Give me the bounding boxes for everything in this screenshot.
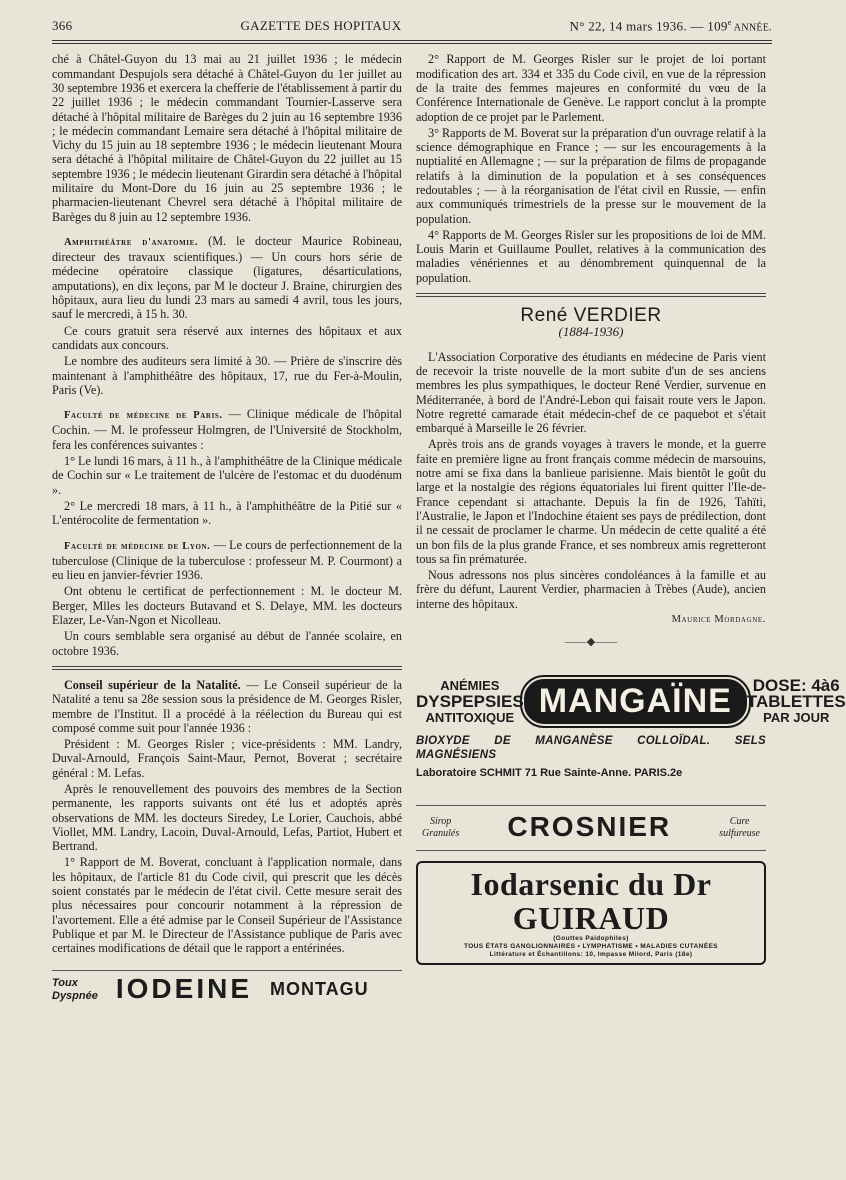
header-rule <box>52 40 772 44</box>
running-head <box>52 18 772 34</box>
journal-title: GAZETTE DES HOPITAUX <box>240 18 402 34</box>
paragraph-rapport-2: 2° Rapport de M. Georges Risler sur le projet de loi portant modification des art. 334 et 335 du Code civil, en vue de la répression de la traite des femmes majeures en conformité du vœu de la Conférence Internationale de Genève. Le rapport conclut à la prompte adoption de ce projet par le Parlement. <box>416 52 766 124</box>
section-head-lyon: Faculté de médecine de Lyon. <box>64 540 211 552</box>
ad-mangaine-dosage: DOSE: 4à6 TABLETTES PAR JOUR <box>746 675 846 725</box>
paragraph-amphitheatre: Amphithéâtre d'anatomie. (M. le docteur Maurice Robineau, directeur des travaux scientifiques.) — Un cours hors série de médecine opératoire classique (ligatures, désarticulations, amputations), en dix leçons, par M le docteur J. Braine, chirurgien des hôpitaux, aura lieu du lundi 23 mars au samedi 4 avril, tous les jours, sauf le mercredi, à 15 h. 30. <box>52 233 402 322</box>
paragraph-natalite-3: Après le renouvellement des pouvoirs des membres de la Section permanente, les rapports suivants ont été lus et adoptés après observations de MM. les docteurs Siredey, Le Lorier, Cauchois, abbé Viollet, MM. Landry, Lacoin, Duval-Arnould, Lefas, Partiot, Hubert et Bertrand. <box>52 781 402 854</box>
ad-iodarsenic-sub3: Littérature et Échantillons: 10, Impasse Milord, Paris (18e) <box>489 950 693 958</box>
paragraph-amph-3: Le nombre des auditeurs sera limité à 30. — Prière de s'inscrire dès maintenant à l'amphithéâtre des hôpitaux, 17, rue du Fer-à-Moulin, Paris (Ve). <box>52 354 402 397</box>
paragraph-paris-3: 2° Le mercredi 18 mars, à 11 h., à l'amphithéâtre de la Pitié sur « L'entérocolite de fermentation ». <box>52 498 402 528</box>
paragraph-rapport-3: 3° Rapports de M. Boverat sur la préparation d'un ouvrage relatif à la science démographique en France ; — sur les encouragements à la nuptialité en Allemagne ; — sur la préparation de films de propagande relatifs à la diminution de la population et à ses conséquences redoutables ; — à la réorganisation de l'état civil en Russie, — enfin aux communiqués trimestriels de la presse sur le mouvement de la population. <box>416 125 766 226</box>
ad-iodeine-maker: MONTAGU <box>270 979 369 1000</box>
ad-crosnier-forms: Sirop Granulés <box>422 815 460 839</box>
ad-iodarsenic <box>416 861 766 965</box>
paragraph-paris-2: 1° Le lundi 16 mars, à 11 h., à l'amphithéâtre de la Clinique médicale de Cochin sur « Le traitement de l'ulcère de l'estomac et du duodénum ». <box>52 454 402 497</box>
ad-crosnier-brand: CROSNIER <box>507 811 672 843</box>
issue-info: N° 22, 14 mars 1936. — 109e ANNÉE. <box>569 18 772 34</box>
paragraph-natalite: Conseil supérieur de la Natalité. — Le Conseil supérieur de la Natalité a tenu sa 28e session sous la présidence de M. Georges Risler, membre de l'Institut. Il a procédé à la réélection du Bureau qui est composé comme suit pour l'année 1936 : <box>52 677 402 735</box>
ad-iodarsenic-sub2: TOUS ÉTATS GANGLIONNAIRES • LYMPHATISME • MALADIES CUTANÉES <box>463 942 719 950</box>
paragraph-faculte-paris: Faculté de médecine de Paris. — Clinique médicale de l'hôpital Cochin. — M. le professeur Holmgren, de l'Université de Stockholm, fera les conférences suivantes : <box>52 407 403 452</box>
obituary-signature: Maurice Mordagne. <box>671 614 766 626</box>
ad-mangaine-logo: MANGAÏNE <box>524 679 747 723</box>
ornament-divider: ——◆—— <box>564 636 618 649</box>
paragraph-faculte-lyon: Faculté de médecine de Lyon. — Le cours de perfectionnement de la tuberculose (Clinique de la tuberculose : professeur M. P. Courmont) a eu lieu en janvier-février 1936. <box>52 537 402 583</box>
obituary-paragraph-2: Après trois ans de grands voyages à travers le monde, et la guerre faite en première ligne au front français comme médecin de marsouins, notre ami se fixa dans la banlieue parisienne. Mais bientôt le goût du large et la nostalgie des régions équatoriales lui firent quitter l'Ile-de-France cependant si attachante. Depuis la fin de 1926, Tahïti, l'Australie, le Japon et l'Indochine étaient ses pays de prédilection, dont il ne cessait de proclamer le charme. Un médecin de cette qualité a été un bon fils de la plus grande France, et ses nombreux amis regretteront tous sa fin prématurée. <box>416 437 766 566</box>
section-head-amphitheatre: Amphithéâtre d'anatomie. <box>64 236 199 248</box>
ad-crosnier-cure: Cure sulfureuse <box>719 815 760 839</box>
right-column <box>416 52 846 1002</box>
obituary-paragraph-3: Nous adressons nos plus sincères condoléances à la famille et au frère du défunt, Laurent Verdier, pharmacien à Trèbes (Aude), ancien interne des hôpitaux. <box>416 568 766 611</box>
ad-mangaine-composition: BIOXYDE DE MANGANÈSE COLLOÏDAL. SELS MAGNÉSIENS <box>416 734 766 761</box>
paragraph-military-postings: ché à Châtel-Guyon du 13 mai au 21 juillet 1936 ; le médecin commandant Despujols sera détaché à Châtel-Guyon du 1er juillet au 30 septembre 1936 et exercera la chefferie de l'établissement à partir du 22 juillet 1936 ; le médecin commandant Tournier-Lasserve sera détaché à l'hôpital militaire de Barèges du 2 juin au 16 septembre 1936 ; le médecin commandant Lemaire sera détaché à l'hôpital militaire de Vichy du 15 juin au 18 septembre 1936 ; le médecin lieutenant Moura sera détaché à l'hôpital militaire de Châtel-Guyon du 22 juillet au 15 septembre 1936 ; le médecin lieutenant Girardin sera détaché à l'hôpital militaire du Mont-Dore du 16 juin au 25 septembre 1936 ; le pharmacien-lieutenant Chevrel sera détaché à l'hôpital militaire de Barèges du 8 juin au 12 septembre 1936. <box>52 52 402 224</box>
ad-iodeine-indications: Toux Dyspnée <box>52 976 98 1002</box>
ad-iodarsenic-brand: Iodarsenic du Dr GUIRAUD <box>470 865 712 936</box>
ad-mangaine <box>416 675 846 781</box>
paragraph-lyon-2: Ont obtenu le certificat de perfectionnement : M. le docteur M. Berger, Mlles les docteurs Butavand et S. Delaye, MM. les docteurs Elazer, Le-Van-Ngon et Nicolleau. <box>52 584 402 628</box>
left-column <box>52 52 403 1005</box>
paragraph-amph-2: Ce cours gratuit sera réservé aux internes des hôpitaux et aux candidats aux concours. <box>52 323 402 352</box>
ad-mangaine-row <box>416 675 846 726</box>
paragraph-rapport-4: 4° Rapports de M. Georges Risler sur les propositions de loi de MM. Louis Marin et Guillaume Poullet, relatives à la communication des maladies vénériennes et au dénombrement quinquennal de la population. <box>416 227 766 285</box>
obituary-paragraph-1: L'Association Corporative des étudiants en médecine de Paris vient de recevoir la triste nouvelle de la mort subite d'un de ses anciens membres les plus sympathiques, le docteur René Verdier, survenue en Méditerranée, à bord de l'André-Lebon qui faisait route vers le Japon. Notre regretté camarade était médecin-chef de ce paquebot et s'était embarqué à Marseille le 26 février. <box>416 349 766 436</box>
ad-iodarsenic-sub1: (Gouttes Paidophiles) <box>553 934 629 942</box>
ad-mangaine-indications: ANÉMIES DYSPEPSIES ANTITOXIQUE <box>416 677 524 725</box>
section-head-natalite: Conseil supérieur de la Natalité. <box>64 677 241 692</box>
ad-mangaine-laboratory: Laboratoire SCHMIT 71 Rue Sainte-Anne. PARIS.2e <box>416 767 683 780</box>
section-rule <box>52 666 402 670</box>
ad-iodeine-brand: IODEINE <box>115 973 252 1005</box>
paragraph-natalite-2: Président : M. Georges Risler ; vice-présidents : MM. Landry, Duval-Arnould, François Saint-Maur, Pernot, Boverat ; secrétaire général : M. Lefas. <box>52 737 402 780</box>
ad-iodeine-montagu <box>52 970 402 1003</box>
paragraph-lyon-3: Un cours semblable sera organisé au début de l'année scolaire, en octobre 1936. <box>52 629 402 658</box>
ad-crosnier <box>416 805 766 851</box>
text-columns <box>52 52 846 1005</box>
section-head-paris: Faculté de médecine de Paris. <box>64 410 223 422</box>
obituary-name: René VERDIER <box>520 305 662 327</box>
paragraph-natalite-4: 1° Rapport de M. Boverat, concluant à l'application normale, dans les hôpitaux, de l'article 81 du Code civil, qui prescrit que les décès soient constatés par le médecin de l'état civil. Cette mesure serait des plus nécessaires pour concourir notamment à la répression de l'avortement. Elle a été admise par le Conseil Supérieur de l'Assistance Publique et par M. le Directeur de l'Assistance publique de Paris avec certaines modifications de détail que le rapport a entérinées. <box>52 855 402 956</box>
obituary-dates: (1884-1936) <box>558 324 624 340</box>
page-number: 366 <box>52 18 73 34</box>
obituary-rule <box>416 293 766 297</box>
